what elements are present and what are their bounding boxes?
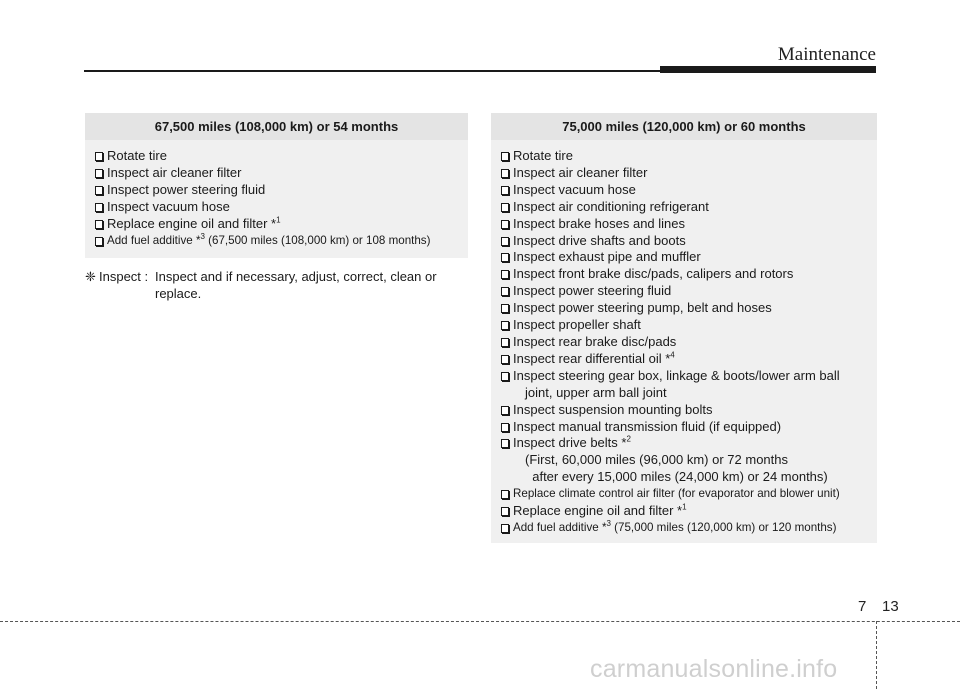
item-text: (First, 60,000 miles (96,000 km) or 72 months	[525, 452, 788, 468]
watermark: carmanualsonline.info	[590, 655, 838, 683]
checklist-item	[95, 148, 468, 165]
item-text-suffix: (67,500 miles (108,000 km) or 108 months)	[204, 233, 431, 247]
checklist-item	[501, 148, 877, 165]
section-title: Maintenance	[777, 44, 876, 65]
item-text: Inspect air cleaner filter	[513, 164, 648, 180]
checklist-item	[501, 266, 877, 283]
item-text: Inspect power steering fluid	[107, 181, 266, 197]
item-text: Inspect manual transmission fluid (if equipped)	[513, 418, 782, 434]
checkbox-icon	[501, 355, 509, 364]
footer-divider	[876, 621, 877, 689]
item-text: Rotate tire	[513, 148, 573, 163]
maintenance-panel-75000	[491, 113, 877, 543]
checklist-item	[501, 351, 877, 368]
item-text: after every 15,000 miles (24,000 km) or 24 months)	[525, 469, 828, 485]
checklist-item	[95, 216, 468, 233]
checklist-item	[95, 165, 468, 182]
checkbox-icon	[95, 203, 103, 212]
checkbox-icon	[501, 203, 509, 212]
checkbox-icon	[501, 524, 509, 533]
checkbox-icon	[501, 490, 509, 499]
panel-heading: 75,000 miles (120,000 km) or 60 months	[491, 113, 877, 140]
checklist-item	[501, 402, 877, 419]
item-text: Inspect brake hoses and lines	[513, 215, 685, 231]
checklist-item-continuation	[501, 469, 877, 486]
item-text: Inspect drive shafts and boots	[513, 232, 686, 248]
checklist-item	[501, 283, 877, 300]
item-text: Replace engine oil and filter *	[513, 503, 683, 519]
panel-heading: 67,500 miles (108,000 km) or 54 months	[85, 113, 468, 140]
item-text: Inspect vacuum hose	[513, 181, 636, 197]
note-term: Inspect :	[99, 269, 149, 284]
item-text: Replace engine oil and filter *	[107, 215, 277, 231]
checkbox-icon	[501, 406, 509, 415]
checkbox-icon	[501, 321, 509, 330]
item-text: Inspect exhaust pipe and muffler	[513, 249, 701, 265]
checklist-item	[501, 233, 877, 250]
checklist-item	[501, 165, 877, 182]
checkbox-icon	[501, 423, 509, 432]
checklist-item-continuation	[501, 452, 877, 469]
footnote-ref: 1	[682, 502, 687, 512]
item-text: Inspect power steering pump, belt and hoses	[513, 300, 772, 316]
checkbox-icon	[95, 186, 103, 195]
footnote-ref: 3	[606, 519, 611, 529]
header-rule	[84, 70, 660, 72]
checkbox-icon	[95, 152, 103, 161]
note-row	[85, 268, 468, 285]
footnote-ref: 3	[200, 231, 205, 241]
checklist-item	[501, 503, 877, 520]
item-text-suffix: (75,000 miles (120,000 km) or 120 months)	[610, 520, 837, 534]
inspect-note	[85, 268, 468, 302]
item-text: Inspect air conditioning refrigerant	[513, 198, 709, 214]
note-definition: Inspect and if necessary, adjust, correct, clean or	[155, 269, 437, 284]
item-text: Inspect power steering fluid	[513, 283, 672, 299]
checkbox-icon	[501, 220, 509, 229]
item-text: Inspect steering gear box, linkage & boots/lower arm ball	[513, 367, 840, 383]
checklist-item	[501, 317, 877, 334]
checklist	[85, 140, 468, 249]
page-chapter: 7	[858, 598, 867, 615]
checkbox-icon	[501, 237, 509, 246]
item-text: Rotate tire	[107, 148, 167, 163]
item-text: Inspect suspension mounting bolts	[513, 401, 713, 417]
item-text: Inspect air cleaner filter	[107, 164, 242, 180]
checklist-item	[95, 233, 468, 250]
footer-rule	[0, 621, 960, 622]
checklist-item-continuation	[501, 385, 877, 402]
item-text: Replace climate control air filter (for evaporator and blower unit)	[513, 487, 840, 501]
checklist-item	[95, 182, 468, 199]
checklist-item	[501, 249, 877, 266]
footnote-ref: 1	[276, 215, 281, 225]
item-text: Inspect vacuum hose	[107, 198, 230, 214]
checkbox-icon	[501, 372, 509, 381]
checklist-item	[95, 199, 468, 216]
item-text: Inspect propeller shaft	[513, 317, 641, 333]
checklist-item	[501, 368, 877, 385]
checklist-item	[501, 300, 877, 317]
checkbox-icon	[95, 169, 103, 178]
item-text: Inspect rear differential oil *	[513, 350, 671, 366]
checklist-item	[501, 486, 877, 503]
checklist	[491, 140, 877, 537]
maintenance-panel-67500	[85, 113, 468, 258]
checklist-item	[501, 182, 877, 199]
note-mark-icon: ❈	[85, 269, 96, 284]
checkbox-icon	[501, 439, 509, 448]
checkbox-icon	[95, 220, 103, 229]
checkbox-icon	[501, 169, 509, 178]
checklist-item	[501, 419, 877, 436]
item-text: Inspect drive belts *	[513, 435, 627, 451]
checkbox-icon	[501, 287, 509, 296]
checkbox-icon	[95, 237, 103, 246]
checklist-item	[501, 216, 877, 233]
checkbox-icon	[501, 304, 509, 313]
checkbox-icon	[501, 253, 509, 262]
checkbox-icon	[501, 270, 509, 279]
item-text: Inspect front brake disc/pads, calipers and rotors	[513, 266, 794, 282]
checklist-item	[501, 199, 877, 216]
item-text: joint, upper arm ball joint	[525, 384, 667, 400]
header-bar	[660, 66, 876, 73]
checklist-item	[501, 435, 877, 452]
item-text: Add fuel additive *	[107, 233, 201, 247]
checkbox-icon	[501, 186, 509, 195]
checkbox-icon	[501, 338, 509, 347]
footnote-ref: 4	[670, 350, 675, 360]
page-number: 13	[882, 598, 899, 615]
checklist-item	[501, 334, 877, 351]
checkbox-icon	[501, 507, 509, 516]
checklist-item	[501, 520, 877, 537]
item-text: Add fuel additive *	[513, 520, 607, 534]
checkbox-icon	[501, 152, 509, 161]
note-continuation: replace.	[155, 286, 202, 301]
item-text: Inspect rear brake disc/pads	[513, 333, 677, 349]
footnote-ref: 2	[626, 435, 631, 445]
